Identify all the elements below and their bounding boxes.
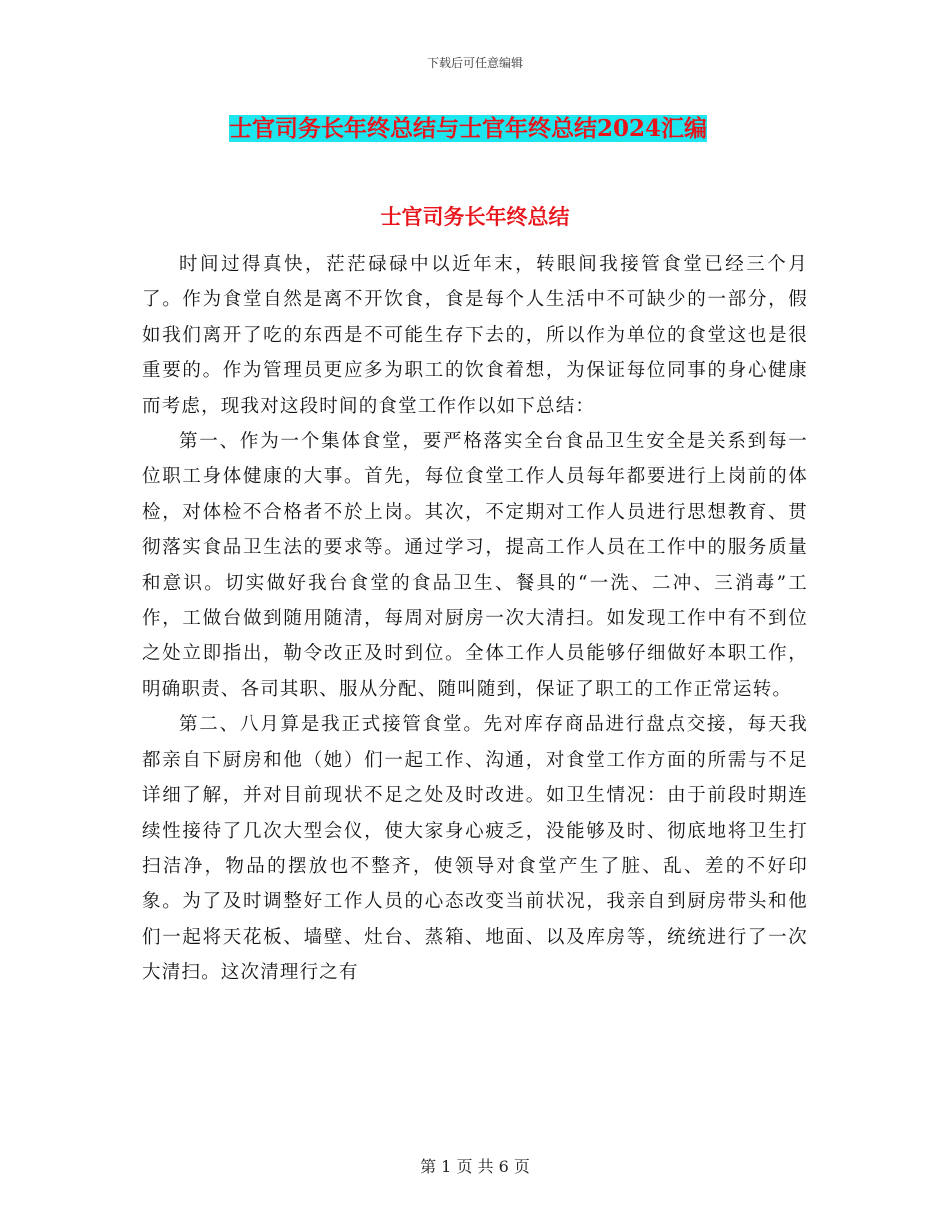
paragraph-intro: 时间过得真快，茫茫碌碌中以近年末，转眼间我接管食堂已经三个月了。作为食堂自然是离不开饮食，食是每个人生活中不可缺少的一部分，假如我们离开了吃的东西是不可能生存下去的，所以作为单位的食堂这也是很重要的。作为管理员更应多为职工的饮食着想，为保证每位同事的身心健康而考虑，现我对这段时间的食堂工作作以如下总结： xyxy=(142,254,808,417)
document-body xyxy=(142,247,808,991)
header-note: 下载后可任意编辑 xyxy=(426,56,523,70)
document-title-text: 士官司务长年终总结与士官年终总结2024汇编 xyxy=(229,115,708,142)
section-title: 士官司务长年终总结 xyxy=(380,204,570,229)
paragraph-second-point: 第二、八月算是我正式接管食堂。先对库存商品进行盘点交接，每天我都亲自下厨房和他（她）们一起工作、沟通，对食堂工作方面的所需与不足详细了解，并对目前现状不足之处及时改进。如卫生情况：由于前段时期连续性接待了几次大型会仪，使大家身心疲乏，没能够及时、彻底地将卫生打扫洁净，物品的摆放也不整齐，使领导对食堂产生了脏、乱、差的不好印象。为了及时调整好工作人员的心态改变当前状况，我亲自到厨房带头和他们一起将天花板、墙壁、灶台、蒸箱、地面、以及库房等，统统进行了一次大清扫。这次清理行之有 xyxy=(142,714,808,984)
page-number-footer: 第 1 页 共 6 页 xyxy=(420,1157,530,1176)
paragraph-first-point: 第一、作为一个集体食堂，要严格落实全台食品卫生安全是关系到每一位职工身体健康的大事。首先，每位食堂工作人员每年都要进行上岗前的体检，对体检不合格者不於上岗。其次，不定期对工作人员进行思想教育、贯彻落实食品卫生法的要求等。通过学习，提高工作人员在工作中的服务质量和意识。切实做好我台食堂的食品卫生、餐具的“一洗、二冲、三消毒”工作，工做台做到随用随清，每周对厨房一次大清扫。如发现工作中有不到位之处立即指出，勒令改正及时到位。全体工作人员能够仔细做好本职工作，明确职责、各司其职、服从分配、随叫随到，保证了职工的工作正常运转。 xyxy=(142,431,808,700)
document-title xyxy=(228,112,708,146)
